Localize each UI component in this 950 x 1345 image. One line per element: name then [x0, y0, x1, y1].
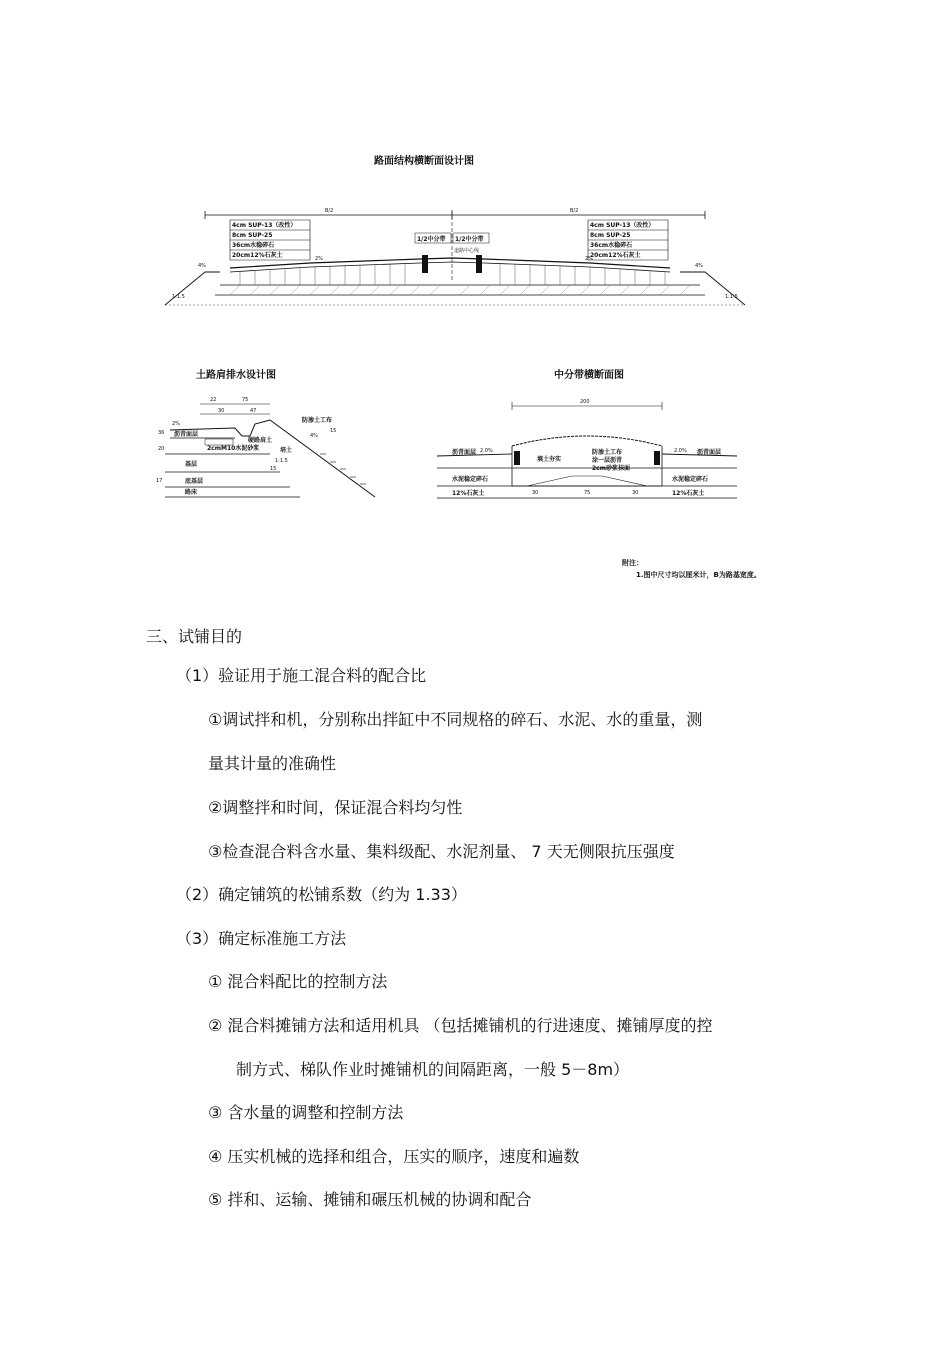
shoulder-dim-11: 15: [330, 428, 337, 434]
item-3-sub-2-cont: 制方式、梯队作业时摊铺机的间隔距离，一般 5－8m）: [236, 1060, 630, 1079]
item-1-sub-1: ①调试拌和机，分别称出拌缸中不同规格的碎石、水泥、水的重量，测: [208, 710, 703, 729]
shoulder-label-subbase: 底基层: [185, 478, 204, 485]
item-1: （1）验证用于施工混合料的配合比: [176, 666, 427, 685]
median-right-lime: 12%石灰土: [672, 490, 705, 497]
median-bottom-dim-3: 30: [632, 490, 639, 496]
median-right-asphalt: 沥青面层: [697, 449, 722, 456]
cross-right: 2%: [585, 256, 593, 262]
note-heading: 附注：: [622, 559, 643, 567]
shoulder-dim-12: 17: [156, 478, 163, 484]
shoulder-label-base: 基层: [185, 461, 198, 468]
slope-right: 4%: [695, 263, 703, 269]
main-figure-title: 路面结构横断面设计图: [374, 156, 474, 167]
median-slope-left: 2.0%: [480, 448, 493, 454]
layer-right-4: 20cm12%石灰土: [590, 252, 641, 259]
item-1-sub-3: ②调整拌和时间，保证混合料均匀性: [208, 798, 463, 817]
layer-left-4: 20cm12%石灰土: [232, 252, 283, 259]
shoulder-dim-1: 22: [210, 397, 217, 403]
shoulder-label-mortar: 2cmM10水泥砂浆: [207, 445, 260, 452]
shoulder-dim-7: 20: [158, 446, 165, 452]
layer-left-3: 36cm水稳碎石: [232, 242, 275, 249]
shoulder-label-geotextile: 防渗土工布: [302, 417, 333, 424]
slope-left: 4%: [198, 263, 206, 269]
layer-left-1: 4cm SUP-13（改性）: [232, 222, 297, 229]
bank-right: 1:1.5: [725, 294, 738, 300]
median-bottom-dim-2: 75: [584, 490, 591, 496]
layer-right-3: 36cm水稳碎石: [590, 242, 633, 249]
layer-right-2: 8cm SUP-25: [590, 232, 631, 239]
median-left-cement: 水泥稳定碎石: [452, 476, 489, 483]
median-left-lime: 12%石灰土: [452, 490, 485, 497]
shoulder-label-hard: 硬路肩土: [248, 437, 273, 444]
cross-left: 2%: [315, 256, 323, 262]
shoulder-label-roadbed: 路床: [185, 489, 198, 496]
shoulder-dim-9: 4%: [310, 433, 318, 439]
median-center-asphalt-coat: 涂一层沥青: [592, 457, 623, 464]
item-3-sub-1: ① 混合料配比的控制方法: [208, 972, 388, 991]
item-3-sub-2: ② 混合料摊铺方法和适用机具 （包括摊铺机的行进速度、摊铺厚度的控: [208, 1016, 713, 1035]
item-3: （3）确定标准施工方法: [176, 929, 347, 948]
shoulder-dim-10: 15: [270, 466, 277, 472]
item-1-sub-2: 量其计量的准确性: [208, 754, 337, 773]
item-1-sub-4: ③检查混合料含水量、集料级配、水泥剂量、 7 天无侧限抗压强度: [208, 842, 675, 861]
median-center-geotextile: 防渗土工布: [592, 449, 623, 456]
shoulder-label-fill: 培土: [280, 447, 293, 454]
shoulder-dim-4: 47: [250, 408, 257, 414]
median-center-mortar: 2cm砂浆抹面: [592, 465, 630, 472]
median-left-asphalt: 沥青面层: [452, 449, 477, 456]
median-right-cement: 水泥稳定碎石: [672, 476, 709, 483]
median-center-fill: 填土夯实: [537, 456, 562, 463]
section-heading: 三、试铺目的: [146, 627, 243, 646]
note-line: 1.图中尺寸均以厘米计，B为路基宽度。: [636, 571, 761, 579]
item-3-sub-5: ⑤ 拌和、运输、摊铺和碾压机械的协调和配合: [208, 1190, 532, 1209]
median-right-label: 1/2中分带: [455, 236, 484, 243]
median-cross-section-drawing: [432, 396, 742, 506]
shoulder-label-asphalt: 沥青面层: [174, 431, 199, 438]
layer-left-2: 8cm SUP-25: [232, 232, 273, 239]
shoulder-drainage-drawing: [150, 392, 390, 517]
item-3-sub-3: ③ 含水量的调整和控制方法: [208, 1103, 404, 1122]
median-left-label: 1/2中分带: [417, 236, 446, 243]
center-mark: 道路中心线: [454, 248, 480, 254]
shoulder-dim-5: 2%: [172, 421, 180, 427]
road-cross-section-drawing: [160, 200, 760, 310]
shoulder-dim-6: 36: [158, 430, 165, 436]
shoulder-dim-2: 75: [242, 397, 249, 403]
median-slope-right: 2.0%: [674, 448, 687, 454]
item-2: （2）确定铺筑的松铺系数（约为 1.33）: [176, 885, 467, 904]
shoulder-dim-3: 30: [218, 408, 225, 414]
median-bottom-dim-1: 30: [532, 490, 539, 496]
dim-left: B/2: [325, 208, 334, 214]
layer-right-1: 4cm SUP-13（改性）: [590, 222, 655, 229]
median-dim-top: 200: [580, 399, 590, 405]
shoulder-figure-title: 土路肩排水设计图: [196, 370, 276, 381]
item-3-sub-4: ④ 压实机械的选择和组合，压实的顺序，速度和遍数: [208, 1147, 580, 1166]
shoulder-dim-8: 1:1.5: [275, 458, 288, 464]
dim-right: B/2: [570, 208, 579, 214]
median-figure-title: 中分带横断面图: [554, 370, 624, 381]
bank-left: 1:1.5: [172, 294, 185, 300]
